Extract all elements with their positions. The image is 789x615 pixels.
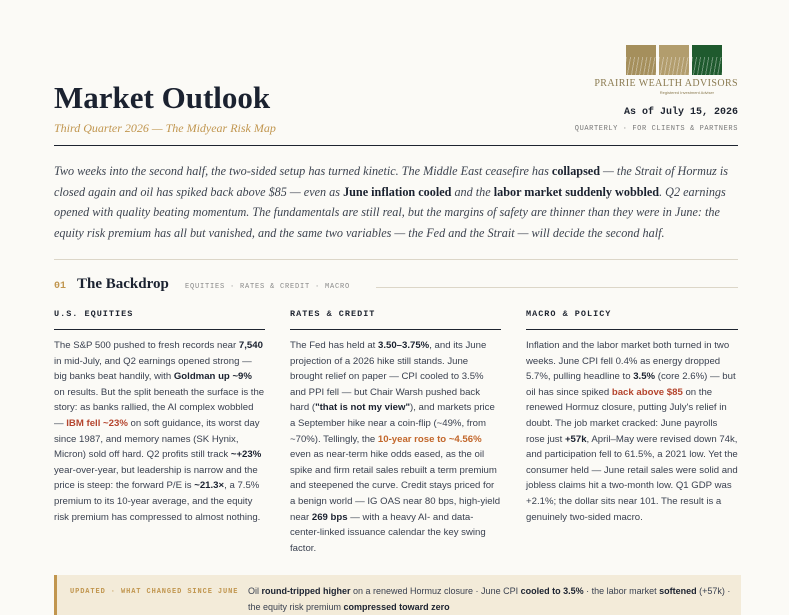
emphasis: ~+23% [230, 449, 262, 461]
column-body: The Fed has held at 3.50–3.75%, and its June projection of a 2026 hike still stands. June brought relief on paper — CPI cooled to 3.5% and PPI fell — but Chair Warsh pushed back hard ("that is not my view"), and markets price a September hike near a coin-flip (~49%, from ~70%). Tellingly, the 10-year rose to ~4.56% even as near-term hike odds eased, as the oil spike and firm retail sales rebuilt a term premium and steepened the curve. Credit stays priced for a benign world — IG OAS near 80 bps, high-yield near 269 bps — with a heavy AI- and data-center-linked issuance calendar the key swing factor. [290, 340, 501, 554]
emphasis: softened [659, 586, 697, 596]
emphasis: ~21.3× [194, 480, 225, 492]
section-rule [376, 287, 738, 288]
emphasis: June inflation cooled [343, 184, 452, 199]
emphasis: collapsed [551, 164, 600, 178]
emphasis: compressed toward zero [343, 602, 450, 612]
column-heading: MACRO & POLICY [526, 309, 738, 330]
emphasis: round-tripped higher [261, 586, 351, 596]
header-divider [54, 145, 738, 146]
logo-name: PRAIRIE WEALTH ADVISORS [594, 78, 738, 89]
logo-tagline: Registered Investment Adviser [659, 90, 714, 95]
emphasis: "that is not my view" [315, 402, 410, 414]
column-rates-credit [290, 309, 501, 556]
updated-label: UPDATED · WHAT CHANGED SINCE JUNE [70, 588, 239, 596]
emphasis: 7,540 [238, 340, 263, 351]
logo-block-1 [626, 45, 656, 75]
intro-divider [54, 259, 738, 260]
section-tags: EQUITIES · RATES & CREDIT · MACRO [185, 283, 351, 291]
column-body: Inflation and the labor market both turned in two weeks. June CPI fell 0.4% as energy dropped 5.7%, pulling headline to 3.5% (core 2.6%) — but oil has since spiked back above $85 on the renewed Hormuz closure, putting July's relief in doubt. The job market cracked: June payrolls rose just +57k, April–May were revised down 74k, and participation fell to 61.5%, a 2021 low. Yet the consumer held — June retail sales were solid and jobless claims hit a two-month low. Q1 GDP was +2.1%; the dollar sits near 101. The result is a genuinely two-sided macro. [526, 340, 738, 523]
column-macro-policy [526, 309, 738, 525]
negative-highlight: IBM fell ~23% [66, 417, 128, 429]
warning-highlight: 10-year rose to ~4.56% [377, 433, 482, 445]
column-heading: U.S. EQUITIES [54, 309, 265, 330]
company-logo [594, 45, 738, 95]
column-heading: RATES & CREDIT [290, 309, 501, 330]
logo-block-3 [692, 45, 722, 75]
emphasis: Goldman up ~9% [173, 371, 252, 383]
emphasis: 3.50–3.75% [378, 340, 430, 351]
updated-text: Oil round-tripped higher on a renewed Hormuz closure · June CPI cooled to 3.5% · the labor market softened (+57k) · the equity risk premium compressed toward zero [248, 586, 731, 612]
report-page [54, 0, 738, 612]
emphasis: cooled to 3.5% [520, 586, 584, 596]
column-equities [54, 309, 265, 525]
negative-highlight: back above $85 [611, 386, 683, 398]
as-of-date: As of July 15, 2026 [623, 107, 738, 118]
section-header [54, 276, 738, 296]
page-subtitle: Third Quarter 2026 — The Midyear Risk Map [54, 121, 276, 135]
emphasis: 3.5% [633, 371, 656, 383]
emphasis: labor market suddenly wobbled [493, 184, 660, 199]
audience-line: QUARTERLY · FOR CLIENTS & PARTNERS [574, 125, 738, 133]
section-title: The Backdrop [77, 276, 169, 292]
emphasis: +57k [564, 433, 587, 445]
updated-callout [54, 575, 741, 615]
emphasis: 269 bps [311, 511, 348, 523]
intro-paragraph: Two weeks into the second half, the two-sided setup has turned kinetic. The Middle East ceasefire has collapsed — the Strait of Hormuz is closed again and oil has spiked back above $85 — even as June inflation cooled and the labor market suddenly wobbled. Q2 earnings opened with quality beating momentum. The fundamentals are still real, but the margins of safety are thinner than they were in June: the equity risk premium has all but vanished, and the same two variables — the Fed and the Strait — will decide the second half. [54, 164, 728, 240]
column-body: The S&P 500 pushed to fresh records near 7,540 in mid-July, and Q2 earnings opened strong — big banks beat handily, with Goldman up ~9% on results. But the split beneath the surface is the story: as banks rallied, the AI complex wobbled — IBM fell ~23% on soft guidance, its worst day since 1987, and memory names (SK Hynix, Micron) sold off hard. Q2 profits still track ~+23% year-over-year, but leadership is narrow and the price is steep: the forward P/E is ~21.3×, a 7.5% premium to its 10-year average, and the equity risk premium has compressed to almost nothing. [54, 340, 265, 523]
logo-block-2 [659, 45, 689, 75]
section-number: 01 [54, 281, 67, 292]
page-title: Market Outlook [54, 80, 271, 115]
logo-mark [626, 45, 722, 75]
